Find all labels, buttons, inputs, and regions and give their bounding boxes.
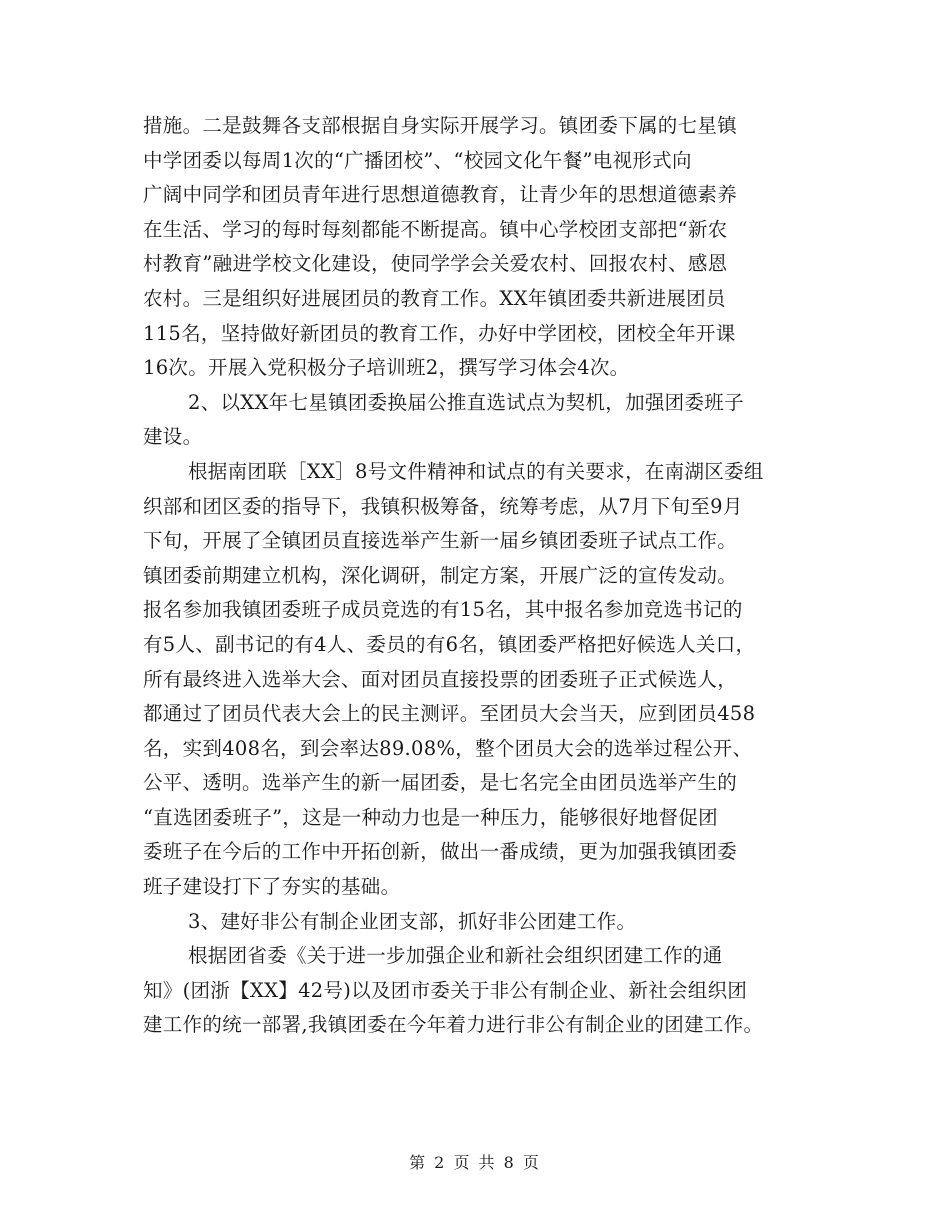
text-line: 公平、透明。选举产生的新一届团委，是七名完全由团员选举产生的: [143, 771, 738, 795]
text-line: 中学团委以每周1次的“广播团校”、“校园文化午餐”电视形式向: [143, 148, 692, 172]
section-heading: 3、建好非公有制企业团支部，抓好非公团建工作。: [188, 909, 637, 933]
text-line: 有5人、副书记的有4人、委员的有6名，镇团委严格把好候选人关口，: [143, 632, 756, 656]
text-line: 村教育”融进学校文化建设，使同学学会关爱农村、回报农村、感恩: [143, 252, 728, 276]
text-line: 织部和团区委的指导下，我镇积极筹备，统筹考虑，从7月下旬至9月: [143, 494, 743, 518]
page-number-footer: 第 2 页 共 8 页: [409, 1153, 541, 1172]
paragraph-start: 根据团省委《关于进一步加强企业和新社会组织团建工作的通: [188, 944, 723, 968]
text-line: 报名参加我镇团委班子成员竞选的有15名，其中报名参加竞选书记的: [143, 598, 743, 622]
text-line: 知》(团浙【XX】42号)以及团市委关于非公有制企业、新社会组织团: [143, 978, 748, 1002]
section-heading: 2、以XX年七星镇团委换届公推直选试点为契机，加强团委班子: [188, 390, 744, 414]
section-heading-continued: 建设。: [143, 425, 203, 449]
text-line: 下旬，开展了全镇团员直接选举产生新一届乡镇团委班子试点工作。: [143, 529, 738, 553]
text-line: 在生活、学习的每时每刻都能不断提高。镇中心学校团支部把“新农: [143, 217, 728, 241]
text-line: 班子建设打下了夯实的基础。: [143, 875, 401, 899]
text-line: 名，实到408名，到会率达89.08%，整个团员大会的选举过程公开、: [143, 736, 753, 760]
text-line: 措施。二是鼓舞各支部根据自身实际开展学习。镇团委下属的七星镇: [143, 114, 738, 137]
paragraph-start: 根据南团联［XX］8号文件精神和试点的有关要求，在南湖区委组: [188, 459, 764, 483]
text-line: 镇团委前期建立机构，深化调研，制定方案，开展广泛的宣传发动。: [143, 563, 738, 587]
text-line: 农村。三是组织好进展团员的教育工作。XX年镇团委共新进展团员: [143, 286, 726, 310]
text-line: 广阔中同学和团员青年进行思想道德教育，让青少年的思想道德素养: [143, 183, 738, 207]
text-line: 委班子在今后的工作中开拓创新，做出一番成绩，更为加强我镇团委: [143, 840, 738, 864]
text-line: 建工作的统一部署,我镇团委在今年着力进行非公有制企业的团建工作。: [143, 1013, 764, 1037]
text-line: 所有最终进入选举大会、面对团员直接投票的团委班子正式候选人，: [143, 667, 738, 691]
document-body: [143, 109, 833, 1043]
text-line: 16次。开展入党积极分子培训班2，撰写学习体会4次。: [143, 356, 630, 380]
text-line: 都通过了团员代表大会上的民主测评。至团员大会当天，应到团员458: [143, 702, 756, 726]
text-line: “直选团委班子”，这是一种动力也是一种压力，能够很好地督促团: [143, 805, 718, 829]
text-line: 115名，坚持做好新团员的教育工作，办好中学团校，团校全年开课: [143, 321, 736, 345]
